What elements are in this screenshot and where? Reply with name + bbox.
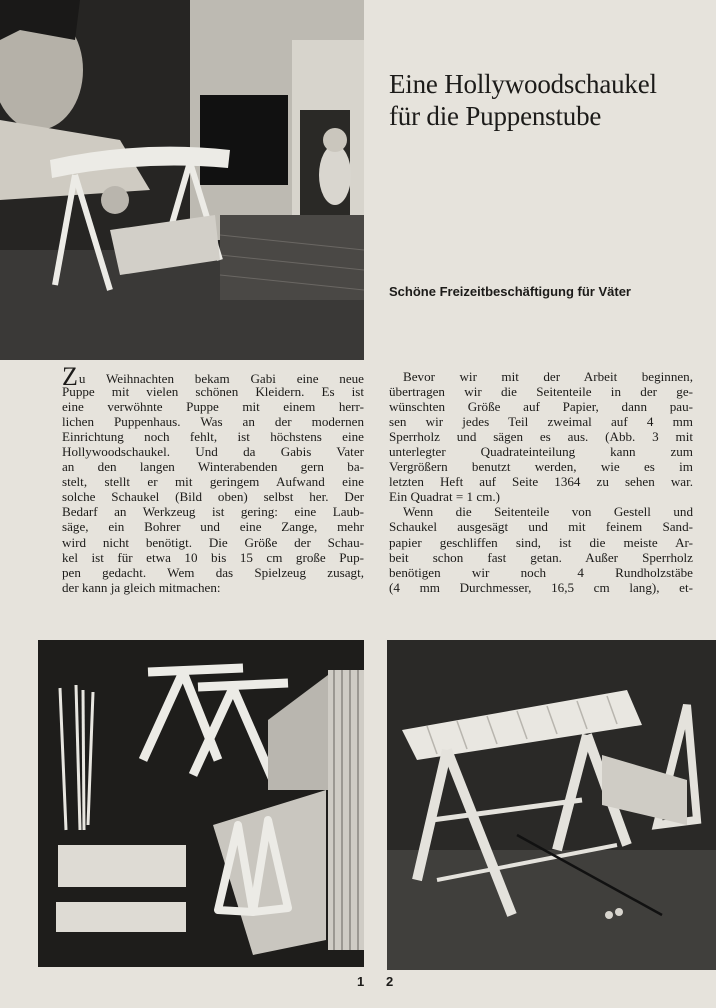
photo-frame-graphic (387, 640, 716, 970)
photo-top-graphic (0, 0, 364, 360)
title-line-1: Eine Hollywoodschaukel (389, 69, 657, 99)
title-line-2: für die Puppenstube (389, 101, 602, 131)
text-line: kel ist für etwa 10 bis 15 cm große Pup- (62, 549, 364, 565)
text-line: Wenn die Seitenteile von Gestell und (403, 504, 693, 520)
text-line: Hollywoodschaukel. Und da Gabis Vater (62, 444, 364, 460)
article-subtitle: Schöne Freizeitbeschäftigung für Väter (389, 284, 631, 299)
text-line: wünschten Größe auf Papier, dann pau- (389, 399, 693, 415)
text-line: wird nicht benötigt. Die Größe der Schau- (62, 534, 364, 550)
text-line: stelt, stellt er mit geringem Aufwand eine (62, 474, 364, 490)
photo-cut-out-parts (38, 640, 364, 967)
photo-parts-graphic (38, 640, 364, 967)
text-line: pen gedacht. Wem das Spielzeug zusagt, (62, 564, 364, 580)
text-line: eine verwöhnte Puppe mit einem herr- (62, 399, 364, 415)
text-line: unterlegter Quadrateinteilung kann zum (389, 444, 693, 460)
text-line: säge, ein Bohrer und eine Zange, mehr (62, 519, 364, 535)
photo-child-with-dollhouse-swing (0, 0, 364, 360)
text-line: Einrichtung noch fehlt, ist höchstens eine (62, 429, 364, 445)
text-line: papier geschliffen sind, ist die meiste Ar- (389, 534, 693, 550)
text-line: übertragen wir die Seitenteile in der ge- (389, 384, 693, 400)
drop-cap: Z (62, 362, 78, 391)
text-line: letzten Heft auf Seite 1364 zu sehen war. (389, 474, 693, 490)
text-line: beit schon fast getan. Außer Sperrholz (389, 549, 693, 565)
text-line: Bedarf an Werkzeug ist gering: eine Laub- (62, 504, 364, 520)
article-title (389, 68, 709, 132)
text-line: (4 mm Durchmesser, 16,5 cm lang), et- (389, 579, 693, 595)
text-line (62, 362, 364, 391)
text-line: sen wir jedes Teil zweimal auf 4 mm (389, 414, 693, 430)
text-line: Ein Quadrat = 1 cm.) (389, 489, 501, 505)
text-line: Sperrholz und sägen es aus. (Abb. 3 mit (389, 429, 693, 445)
photo-assembled-frame (387, 640, 716, 970)
text-line: solche Schaukel (Bild oben) selbst her. Der (62, 489, 364, 505)
text-line: Bevor wir mit der Arbeit beginnen, (403, 369, 693, 384)
page-number-right: 2 (386, 974, 394, 989)
text-line: Puppe mit vielen schönen Kleidern. Es ist (62, 384, 364, 400)
text-line: lichen Puppenhaus. Was an der modernen (62, 414, 364, 430)
article-column-right (389, 369, 693, 595)
text-line: der kann ja gleich mitmachen: (62, 579, 221, 595)
article-column-left (62, 362, 364, 595)
text-line: Schaukel ausgesägt und mit feinem Sand- (389, 519, 693, 535)
text-line: benötigen wir noch 4 Rundholzstäbe (389, 564, 693, 580)
page-number-left: 1 (357, 974, 365, 989)
text-line-content: u Weihnachten bekam Gabi eine neue (78, 371, 364, 386)
text-line: Vergrößern benutzt werden, wie es im (389, 459, 693, 475)
text-line: an den langen Winterabenden gern ba- (62, 459, 364, 475)
